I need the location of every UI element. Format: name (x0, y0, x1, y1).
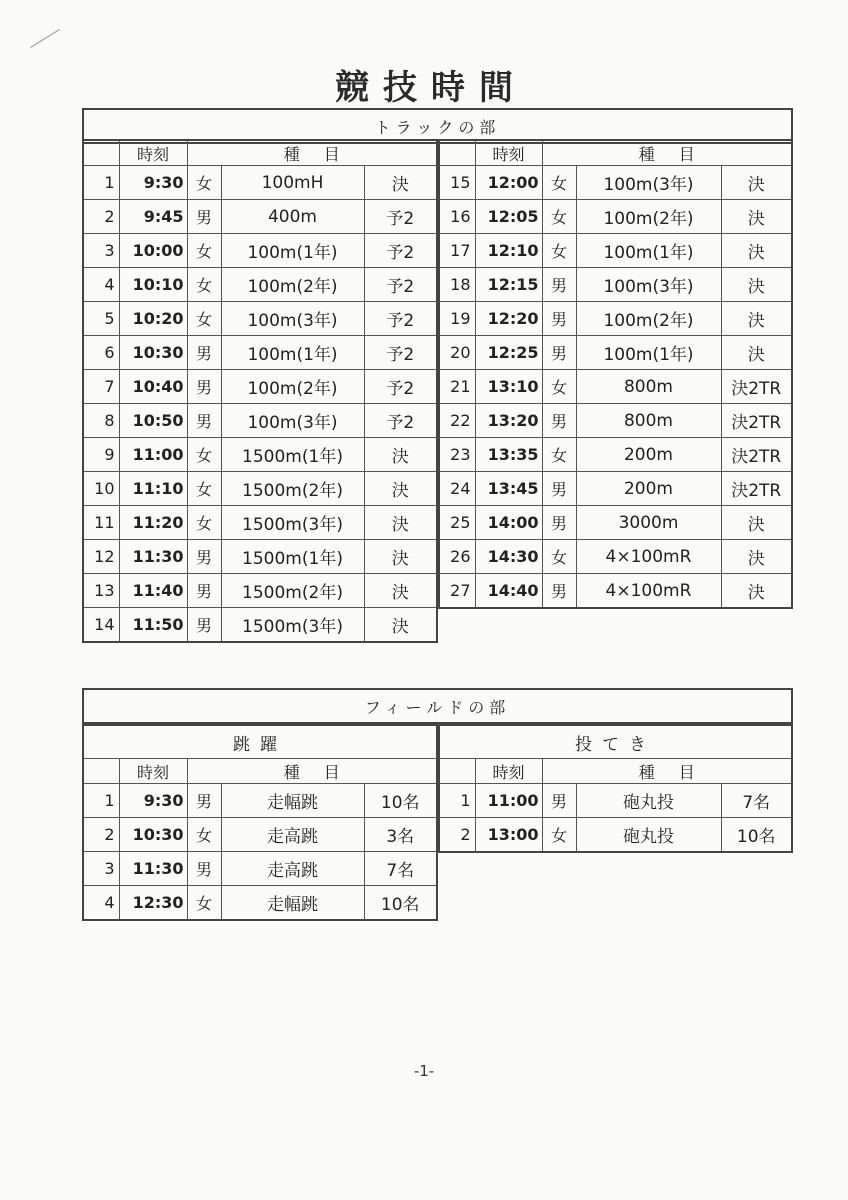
row-number: 15 (439, 166, 475, 200)
row-sex: 女 (542, 166, 576, 200)
row-round: 決 (364, 540, 437, 574)
row-number: 21 (439, 370, 475, 404)
row-number: 19 (439, 302, 475, 336)
row-number: 2 (83, 818, 119, 852)
row-sex: 女 (542, 540, 576, 574)
row-time: 9:30 (119, 784, 187, 818)
row-round: 決 (721, 574, 792, 609)
row-event: 1500m(1年) (221, 438, 364, 472)
row-number: 14 (83, 608, 119, 643)
row-round: 予2 (364, 200, 437, 234)
row-time: 10:20 (119, 302, 187, 336)
row-event: 100m(1年) (221, 234, 364, 268)
table-row (439, 506, 792, 540)
table-row (83, 574, 437, 608)
row-round: 決 (721, 268, 792, 302)
table-row (439, 574, 792, 609)
row-number: 11 (83, 506, 119, 540)
row-time: 12:25 (475, 336, 542, 370)
table-row (83, 852, 437, 886)
row-event: 1500m(2年) (221, 472, 364, 506)
row-number: 3 (83, 234, 119, 268)
row-event: 100m(2年) (221, 268, 364, 302)
row-number: 22 (439, 404, 475, 438)
row-event: 100m(1年) (221, 336, 364, 370)
throw-rows (439, 784, 792, 853)
row-time: 14:30 (475, 540, 542, 574)
track-table-right (438, 139, 793, 609)
row-sex: 男 (187, 370, 221, 404)
row-time: 11:00 (475, 784, 542, 818)
row-sex: 女 (542, 200, 576, 234)
row-number: 20 (439, 336, 475, 370)
row-time: 13:45 (475, 472, 542, 506)
row-event: 100m(3年) (576, 166, 721, 200)
row-number: 6 (83, 336, 119, 370)
row-time: 12:05 (475, 200, 542, 234)
row-round: 決 (721, 506, 792, 540)
page-title: 競技時間 (335, 68, 527, 108)
row-time: 11:30 (119, 852, 187, 886)
row-event: 砲丸投 (576, 784, 721, 818)
row-round: 予2 (364, 336, 437, 370)
row-round: 決 (364, 472, 437, 506)
table-row (439, 302, 792, 336)
throw-header: 投てき (439, 725, 792, 759)
row-number: 23 (439, 438, 475, 472)
row-count: 10名 (364, 886, 437, 921)
row-time: 11:00 (119, 438, 187, 472)
row-time: 13:00 (475, 818, 542, 853)
table-row (439, 268, 792, 302)
col-no-header (83, 140, 119, 166)
col-time-header: 時刻 (119, 759, 187, 784)
row-number: 2 (83, 200, 119, 234)
throw-table (438, 724, 793, 853)
row-number: 17 (439, 234, 475, 268)
row-count: 10名 (364, 784, 437, 818)
row-time: 12:15 (475, 268, 542, 302)
row-time: 10:40 (119, 370, 187, 404)
row-event: 100mH (221, 166, 364, 200)
row-time: 10:00 (119, 234, 187, 268)
table-row (439, 200, 792, 234)
row-sex: 女 (542, 370, 576, 404)
table-row (439, 818, 792, 853)
row-time: 13:35 (475, 438, 542, 472)
row-time: 12:20 (475, 302, 542, 336)
col-item-header: 種目 (187, 759, 437, 784)
row-event: 800m (576, 370, 721, 404)
row-round: 決 (364, 574, 437, 608)
row-round: 決 (721, 234, 792, 268)
row-sex: 男 (542, 506, 576, 540)
row-round: 決2TR (721, 370, 792, 404)
row-sex: 女 (187, 472, 221, 506)
row-round: 予2 (364, 234, 437, 268)
row-time: 11:10 (119, 472, 187, 506)
row-sex: 男 (187, 784, 221, 818)
table-row (439, 540, 792, 574)
row-count: 7名 (364, 852, 437, 886)
row-count: 10名 (721, 818, 792, 853)
table-row (83, 302, 437, 336)
row-event: 100m(3年) (576, 268, 721, 302)
field-header-label: フィールドの部 (83, 689, 792, 723)
table-row (83, 472, 437, 506)
row-time: 11:20 (119, 506, 187, 540)
row-event: 800m (576, 404, 721, 438)
table-row (83, 818, 437, 852)
row-time: 11:40 (119, 574, 187, 608)
row-round: 予2 (364, 370, 437, 404)
row-round: 予2 (364, 268, 437, 302)
row-time: 10:50 (119, 404, 187, 438)
row-event: 100m(3年) (221, 302, 364, 336)
row-number: 24 (439, 472, 475, 506)
row-number: 4 (83, 268, 119, 302)
field-section-header (82, 688, 793, 724)
row-event: 200m (576, 438, 721, 472)
row-event: 200m (576, 472, 721, 506)
table-row (83, 336, 437, 370)
row-event: 100m(2年) (576, 200, 721, 234)
jump-rows (83, 784, 437, 921)
table-row (83, 234, 437, 268)
row-event: 走幅跳 (221, 784, 364, 818)
row-count: 3名 (364, 818, 437, 852)
row-round: 決 (721, 166, 792, 200)
table-row (439, 472, 792, 506)
table-row (83, 506, 437, 540)
table-row (83, 540, 437, 574)
row-event: 100m(2年) (576, 302, 721, 336)
row-number: 16 (439, 200, 475, 234)
jump-header: 跳躍 (83, 725, 437, 759)
row-round: 決 (721, 302, 792, 336)
row-number: 27 (439, 574, 475, 609)
row-time: 10:10 (119, 268, 187, 302)
row-number: 7 (83, 370, 119, 404)
table-row (439, 404, 792, 438)
row-number: 2 (439, 818, 475, 853)
row-time: 9:30 (119, 166, 187, 200)
track-left-rows (83, 166, 437, 643)
row-sex: 男 (542, 302, 576, 336)
row-sex: 男 (542, 472, 576, 506)
row-sex: 男 (187, 852, 221, 886)
table-row (83, 200, 437, 234)
row-number: 1 (439, 784, 475, 818)
row-sex: 女 (187, 268, 221, 302)
row-round: 予2 (364, 302, 437, 336)
row-time: 14:00 (475, 506, 542, 540)
row-round: 決2TR (721, 472, 792, 506)
col-item-header: 種目 (187, 140, 437, 166)
row-sex: 男 (187, 336, 221, 370)
row-number: 8 (83, 404, 119, 438)
row-number: 25 (439, 506, 475, 540)
table-row (439, 784, 792, 818)
row-number: 13 (83, 574, 119, 608)
table-row (439, 166, 792, 200)
row-round: 決 (721, 200, 792, 234)
row-round: 決 (721, 336, 792, 370)
row-sex: 女 (542, 438, 576, 472)
table-row (439, 336, 792, 370)
row-round: 決 (721, 540, 792, 574)
row-event: 100m(1年) (576, 336, 721, 370)
row-event: 1500m(1年) (221, 540, 364, 574)
row-time: 10:30 (119, 336, 187, 370)
row-sex: 男 (542, 574, 576, 609)
table-row (83, 370, 437, 404)
row-event: 走高跳 (221, 818, 364, 852)
row-number: 1 (83, 166, 119, 200)
row-count: 7名 (721, 784, 792, 818)
row-time: 12:10 (475, 234, 542, 268)
page-number: -1- (413, 1062, 435, 1080)
pen-mark (30, 29, 59, 48)
row-time: 12:00 (475, 166, 542, 200)
row-sex: 女 (187, 506, 221, 540)
row-sex: 女 (187, 166, 221, 200)
row-time: 11:30 (119, 540, 187, 574)
table-row (83, 166, 437, 200)
row-sex: 女 (542, 234, 576, 268)
row-sex: 男 (187, 540, 221, 574)
track-header-label: トラックの部 (83, 109, 792, 143)
row-number: 5 (83, 302, 119, 336)
row-round: 決 (364, 506, 437, 540)
row-number: 12 (83, 540, 119, 574)
row-number: 10 (83, 472, 119, 506)
row-time: 11:50 (119, 608, 187, 643)
col-item-header: 種目 (542, 140, 792, 166)
row-time: 13:10 (475, 370, 542, 404)
jump-table (82, 724, 438, 921)
row-sex: 女 (187, 818, 221, 852)
row-round: 決 (364, 608, 437, 643)
row-event: 4×100mR (576, 574, 721, 609)
row-sex: 女 (187, 302, 221, 336)
row-sex: 男 (187, 200, 221, 234)
row-sex: 男 (187, 608, 221, 643)
col-no-header (83, 759, 119, 784)
row-round: 決 (364, 438, 437, 472)
row-round: 予2 (364, 404, 437, 438)
row-time: 12:30 (119, 886, 187, 921)
table-row (439, 438, 792, 472)
row-sex: 女 (187, 438, 221, 472)
row-sex: 女 (187, 234, 221, 268)
table-row (83, 404, 437, 438)
table-row (83, 438, 437, 472)
row-time: 10:30 (119, 818, 187, 852)
row-time: 13:20 (475, 404, 542, 438)
row-number: 3 (83, 852, 119, 886)
row-event: 走高跳 (221, 852, 364, 886)
col-time-header: 時刻 (119, 140, 187, 166)
row-event: 100m(1年) (576, 234, 721, 268)
col-time-header: 時刻 (475, 759, 542, 784)
row-event: 3000m (576, 506, 721, 540)
table-row (439, 370, 792, 404)
row-sex: 男 (187, 574, 221, 608)
row-sex: 男 (542, 336, 576, 370)
col-no-header (439, 759, 475, 784)
row-number: 18 (439, 268, 475, 302)
row-sex: 男 (187, 404, 221, 438)
row-sex: 男 (542, 268, 576, 302)
table-row (83, 784, 437, 818)
table-row (83, 886, 437, 921)
row-number: 4 (83, 886, 119, 921)
row-number: 1 (83, 784, 119, 818)
row-round: 決2TR (721, 404, 792, 438)
row-round: 決2TR (721, 438, 792, 472)
col-item-header: 種目 (542, 759, 792, 784)
table-row (83, 608, 437, 643)
row-round: 決 (364, 166, 437, 200)
row-event: 1500m(3年) (221, 506, 364, 540)
row-event: 4×100mR (576, 540, 721, 574)
col-time-header: 時刻 (475, 140, 542, 166)
col-no-header (439, 140, 475, 166)
row-event: 100m(2年) (221, 370, 364, 404)
row-event: 走幅跳 (221, 886, 364, 921)
table-row (439, 234, 792, 268)
row-time: 14:40 (475, 574, 542, 609)
track-right-rows (439, 166, 792, 609)
row-event: 100m(3年) (221, 404, 364, 438)
row-event: 1500m(2年) (221, 574, 364, 608)
row-event: 砲丸投 (576, 818, 721, 853)
row-number: 26 (439, 540, 475, 574)
table-row (83, 268, 437, 302)
row-sex: 男 (542, 404, 576, 438)
row-event: 1500m(3年) (221, 608, 364, 643)
row-number: 9 (83, 438, 119, 472)
row-sex: 女 (187, 886, 221, 921)
row-event: 400m (221, 200, 364, 234)
row-sex: 男 (542, 784, 576, 818)
track-table-left (82, 139, 438, 643)
row-sex: 女 (542, 818, 576, 853)
row-time: 9:45 (119, 200, 187, 234)
